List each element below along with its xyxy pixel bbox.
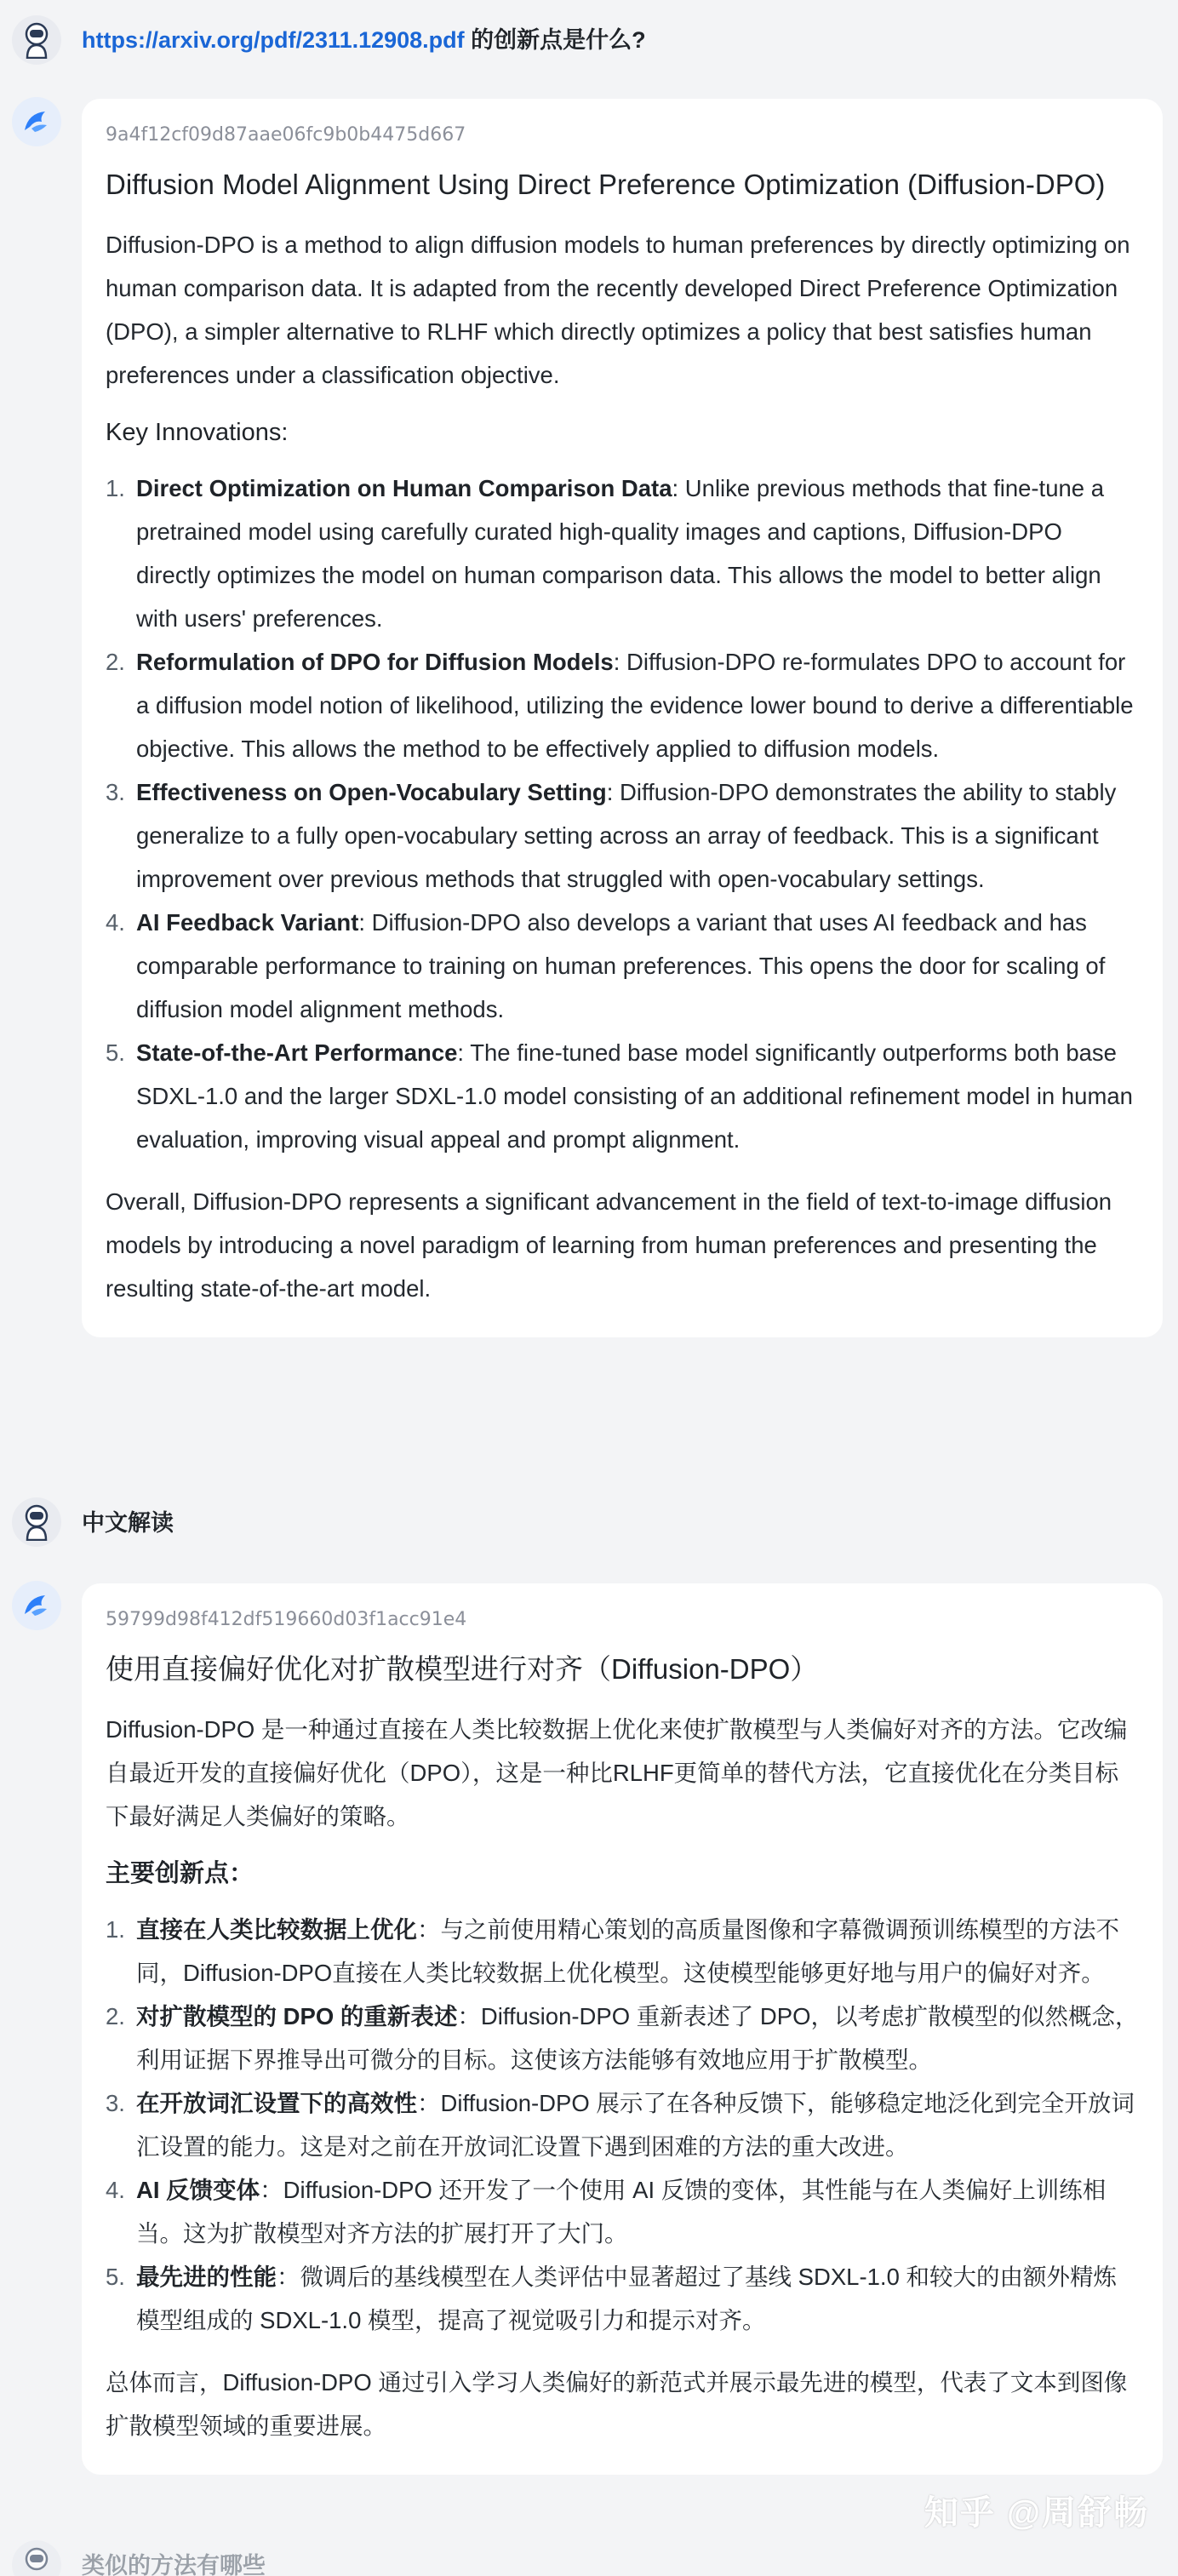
list-item: 1. Direct Optimization on Human Comparison Data: Unlike previous methods that fine-tune a pretrained model using carefully curated high-quality images and captions, Diffusion-DPO directly optimizes the model on human comparison data. This allows the model to better align with users' preferences. bbox=[106, 475, 1105, 632]
assistant-avatar bbox=[12, 97, 61, 146]
list-item: 3. Effectiveness on Open-Vocabulary Setting: Diffusion-DPO demonstrates the ability to stably generalize to a fully open-vocabulary setting across an array of feedback. This is a significant improvement over previous methods that struggled with open-vocabulary settings. bbox=[106, 779, 1117, 892]
paper-link[interactable]: https://arxiv.org/pdf/2311.12908.pdf bbox=[82, 27, 465, 53]
innovation-list bbox=[106, 1908, 1139, 2342]
astronaut-icon bbox=[20, 1503, 54, 1541]
message-hash: 59799d98f412df519660d03f1acc91e4 bbox=[106, 1609, 467, 1630]
list-item: 5. 最先进的性能：微调后的基线模型在人类评估中显著超过了基线 SDXL-1.0 和较大的由额外精炼模型组成的 SDXL-1.0 模型，提高了视觉吸引力和提示对齐。 bbox=[106, 2264, 1118, 2333]
section-heading: Key Innovations: bbox=[106, 419, 289, 446]
list-item: 2. 对扩散模型的 DPO 的重新表述：Diffusion-DPO 重新表述了 DPO，以考虑扩散模型的似然概念，利用证据下界推导出可微分的目标。这使该方法能够有效地应用于扩散模型。 bbox=[106, 2003, 1139, 2073]
section-heading: 主要创新点： bbox=[106, 1860, 254, 1887]
list-item: 4. AI 反馈变体：Diffusion-DPO 还开发了一个使用 AI 反馈的变体，其性能与在人类偏好上训练相当。这为扩散模型对齐方法的扩展打开了大门。 bbox=[106, 2177, 1107, 2247]
message-hash: 9a4f12cf09d87aae06fc9b0b4475d667 bbox=[106, 124, 466, 146]
answer-card bbox=[82, 99, 1163, 1337]
innovation-list bbox=[106, 467, 1139, 1161]
user-avatar bbox=[12, 15, 61, 65]
astronaut-icon bbox=[20, 2546, 54, 2576]
question-text: 的创新点是什么? bbox=[464, 27, 646, 53]
dolphin-logo-icon bbox=[20, 1589, 54, 1623]
answer-title: Diffusion Model Alignment Using Direct Preference Optimization (Diffusion-DPO) bbox=[106, 169, 1106, 200]
dolphin-logo-icon bbox=[20, 105, 54, 139]
user-avatar bbox=[12, 2540, 61, 2576]
user-question: 中文解读 bbox=[82, 1510, 174, 1536]
answer-title: 使用直接偏好优化对扩散模型进行对齐（Diffusion-DPO） bbox=[106, 1653, 819, 1685]
answer-intro: Diffusion-DPO is a method to align diffusion models to human preferences by directly optimizing on human comparison data. It is adapted from the recently developed Direct Preference Optimization (DPO), a simpler alternative to RLHF which directly optimizes a policy that best satisfies human preferences under a classification objective. bbox=[106, 232, 1130, 388]
list-item: 2. Reformulation of DPO for Diffusion Models: Diffusion-DPO re-formulates DPO to account for a diffusion model notion of likelihood, utilizing the evidence lower bound to derive a differentiable objective. This allows the method to be effectively applied to diffusion models. bbox=[106, 649, 1134, 762]
answer-intro: Diffusion-DPO 是一种通过直接在人类比较数据上优化来使扩散模型与人类偏好对齐的方法。它改编自最近开发的直接偏好优化（DPO），这是一种比RLHF更简单的替代方法，它直接优化在分类目标下最好满足人类偏好的策略。 bbox=[106, 1716, 1128, 1829]
astronaut-icon bbox=[20, 21, 54, 59]
list-item: 3. 在开放词汇设置下的高效性：Diffusion-DPO 展示了在各种反馈下，能够稳定地泛化到完全开放词汇设置的能力。这是对之前在开放词汇设置下遇到困难的方法的重大改进。 bbox=[106, 2090, 1135, 2160]
answer-outro: 总体而言，Diffusion-DPO 通过引入学习人类偏好的新范式并展示最先进的模型，代表了文本到图像扩散模型领域的重要进展。 bbox=[106, 2369, 1128, 2439]
answer-card bbox=[82, 1583, 1163, 2475]
user-question bbox=[82, 25, 646, 55]
list-item: 1. 直接在人类比较数据上优化：与之前使用精心策划的高质量图像和字幕微调预训练模型的方法不同，Diffusion-DPO直接在人类比较数据上优化模型。这使模型能够更好地与用户的偏好对齐。 bbox=[106, 1916, 1119, 1986]
user-avatar bbox=[12, 1497, 61, 1547]
list-item: 5. State-of-the-Art Performance: The fine-tuned base model significantly outperforms both base SDXL-1.0 and the larger SDXL-1.0 model consisting of an additional refinement model in human evaluation, improving visual appeal and prompt alignment. bbox=[106, 1039, 1133, 1153]
assistant-avatar bbox=[12, 1581, 61, 1630]
answer-outro: Overall, Diffusion-DPO represents a significant advancement in the field of text-to-image diffusion models by introducing a novel paradigm of learning from human preferences and presenting the resulting state-of-the-art model. bbox=[106, 1188, 1112, 1302]
user-question: 类似的方法有哪些 bbox=[82, 2553, 266, 2576]
watermark: 知乎 @周舒畅 bbox=[924, 2494, 1149, 2532]
list-item: 4. AI Feedback Variant: Diffusion-DPO also develops a variant that uses AI feedback and has comparable performance to training on human preferences. This opens the door for scaling of diffusion model alignment methods. bbox=[106, 909, 1106, 1022]
